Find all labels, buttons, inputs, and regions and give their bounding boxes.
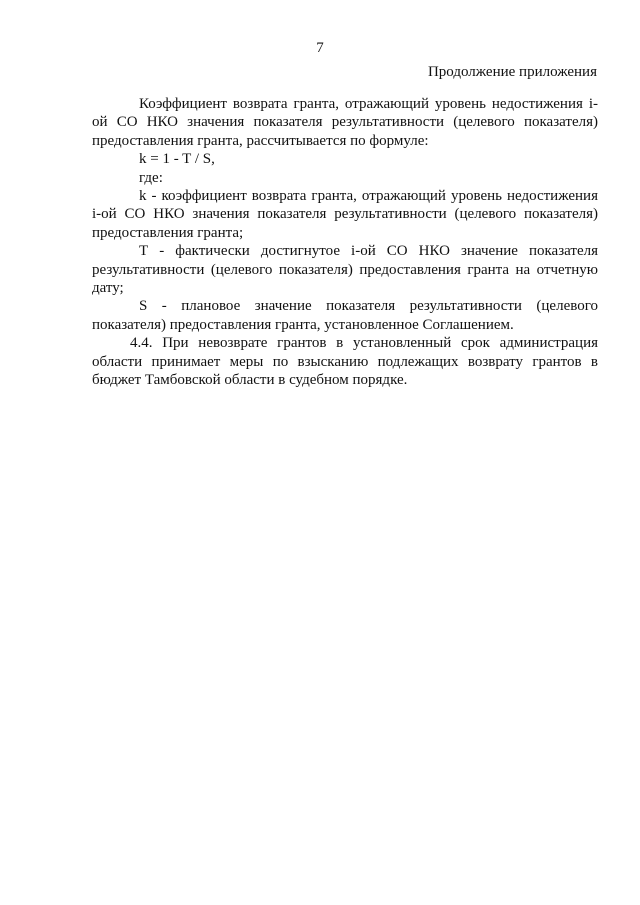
formula: k = 1 - T / S,: [139, 151, 215, 168]
page-number: 7: [316, 40, 324, 56]
appendix-continuation-note: Продолжение приложения: [427, 64, 597, 80]
document-body: [92, 95, 598, 390]
clause-4-4: 4.4. При невозврате грантов в установленный срок администрация области принимает меры по взысканию подлежащих возврату грантов в бюджет Тамбовской области в судебном порядке.: [92, 335, 598, 389]
definition-t: Т - фактически достигнутое i-ой СО НКО значение показателя результативности (целевого показателя) предоставления гранта на отчетную дату;: [92, 243, 598, 297]
paragraph-coefficient-intro: Коэффициент возврата гранта, отражающий уровень недостижения i-ой СО НКО значения показателя результативности (целевого показателя) предоставления гранта, рассчитывается по формуле:: [92, 96, 598, 149]
definition-k: k - коэффициент возврата гранта, отражающий уровень недостижения i-ой СО НКО значения показателя результативности (целевого показателя) предоставления гранта;: [92, 188, 598, 241]
where-label: где:: [139, 169, 163, 186]
definition-s: S - плановое значение показателя результативности (целевого показателя) предоставления гранта, установленное Соглашением.: [92, 298, 598, 333]
